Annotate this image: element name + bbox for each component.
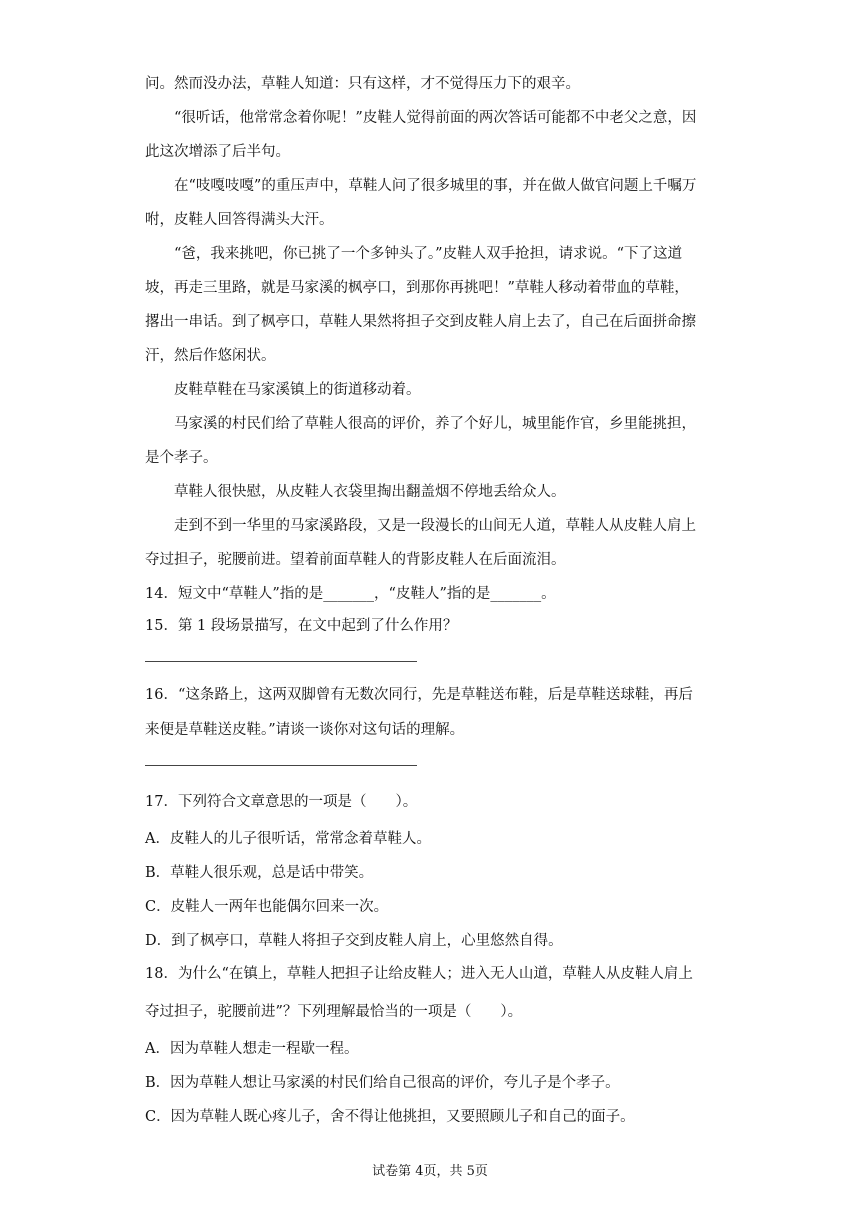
question-18: 18．为什么“在镇上，草鞋人把担子让给皮鞋人；进入无人山道，草鞋人从皮鞋人肩上 (145, 966, 693, 982)
passage-line: 汗，然后作悠闲状。 (145, 348, 276, 364)
passage-line: 是个孝子。 (145, 450, 218, 466)
question-16: 16．“这条路上，这两双脚曾有无数次同行，先是草鞋送布鞋，后是草鞋送球鞋，再后 (145, 687, 693, 703)
passage-line: 草鞋人很快慰，从皮鞋人衣袋里掏出翻盖烟不停地丢给众人。 (174, 484, 566, 500)
option-18-c[interactable]: C．因为草鞋人既心疼儿子，舍不得让他挑担，又要照顾儿子和自己的面子。 (145, 1109, 635, 1125)
answer-line-15[interactable] (145, 661, 417, 662)
passage-line: “爸，我来挑吧，你已挑了一个多钟头了。”皮鞋人双手抢担，请求说。“下了这道 (174, 246, 682, 262)
passage-line: 问。然而没办法，草鞋人知道：只有这样，才不觉得压力下的艰辛。 (145, 76, 580, 92)
passage-line: 在“吱嘎吱嘎”的重压声中，草鞋人问了很多城里的事，并在做人做官问题上千嘱万 (174, 178, 697, 194)
question-15: 15．第 1 段场景描写，在文中起到了什么作用？ (145, 618, 458, 634)
question-16-cont: 来便是草鞋送皮鞋。”请谈一谈你对这句话的理解。 (145, 722, 465, 738)
passage-line: 坡，再走三里路，就是马家溪的枫亭口，到那你再挑吧！”草鞋人移动着带血的草鞋， (145, 280, 689, 296)
passage-line: 马家溪的村民们给了草鞋人很高的评价，养了个好儿，城里能作官，乡里能挑担， (174, 416, 696, 432)
option-17-c[interactable]: C．皮鞋人一两年也能偶尔回来一次。 (145, 899, 389, 915)
option-17-a[interactable]: A．皮鞋人的儿子很听话，常常念着草鞋人。 (145, 831, 431, 847)
question-14: 14．短文中“草鞋人”指的是_______，“皮鞋人”指的是_______。 (145, 586, 556, 602)
passage-line: 皮鞋草鞋在马家溪镇上的街道移动着。 (174, 382, 421, 398)
passage-line: 走到不到一华里的马家溪路段，又是一段漫长的山间无人道，草鞋人从皮鞋人肩上 (174, 518, 696, 534)
option-17-d[interactable]: D．到了枫亭口，草鞋人将担子交到皮鞋人肩上，心里悠然自得。 (145, 933, 563, 949)
option-18-b[interactable]: B．因为草鞋人想让马家溪的村民们给自己很高的评价，夸儿子是个孝子。 (145, 1075, 620, 1091)
option-17-b[interactable]: B．草鞋人很乐观，总是话中带笑。 (145, 865, 374, 881)
option-18-a[interactable]: A．因为草鞋人想走一程歇一程。 (145, 1041, 359, 1057)
passage-line: 夺过担子，驼腰前进。望着前面草鞋人的背影皮鞋人在后面流泪。 (145, 552, 566, 568)
passage-line: 咐，皮鞋人回答得满头大汗。 (145, 212, 334, 228)
passage-line: 撂出一串话。到了枫亭口，草鞋人果然将担子交到皮鞋人肩上去了，自己在后面拼命擦 (145, 314, 696, 330)
question-17: 17．下列符合文章意思的一项是（ ）。 (145, 794, 418, 810)
page-footer: 试卷第 4页，共 5页 (372, 1164, 488, 1179)
question-18-cont: 夺过担子，驼腰前进”？下列理解最恰当的一项是（ ）。 (145, 1004, 523, 1020)
passage-line: “很听话，他常常念着你呢！”皮鞋人觉得前面的两次答话可能都不中老父之意，因 (174, 110, 697, 126)
answer-line-16[interactable] (145, 765, 417, 766)
passage-line: 此这次增添了后半句。 (145, 144, 290, 160)
